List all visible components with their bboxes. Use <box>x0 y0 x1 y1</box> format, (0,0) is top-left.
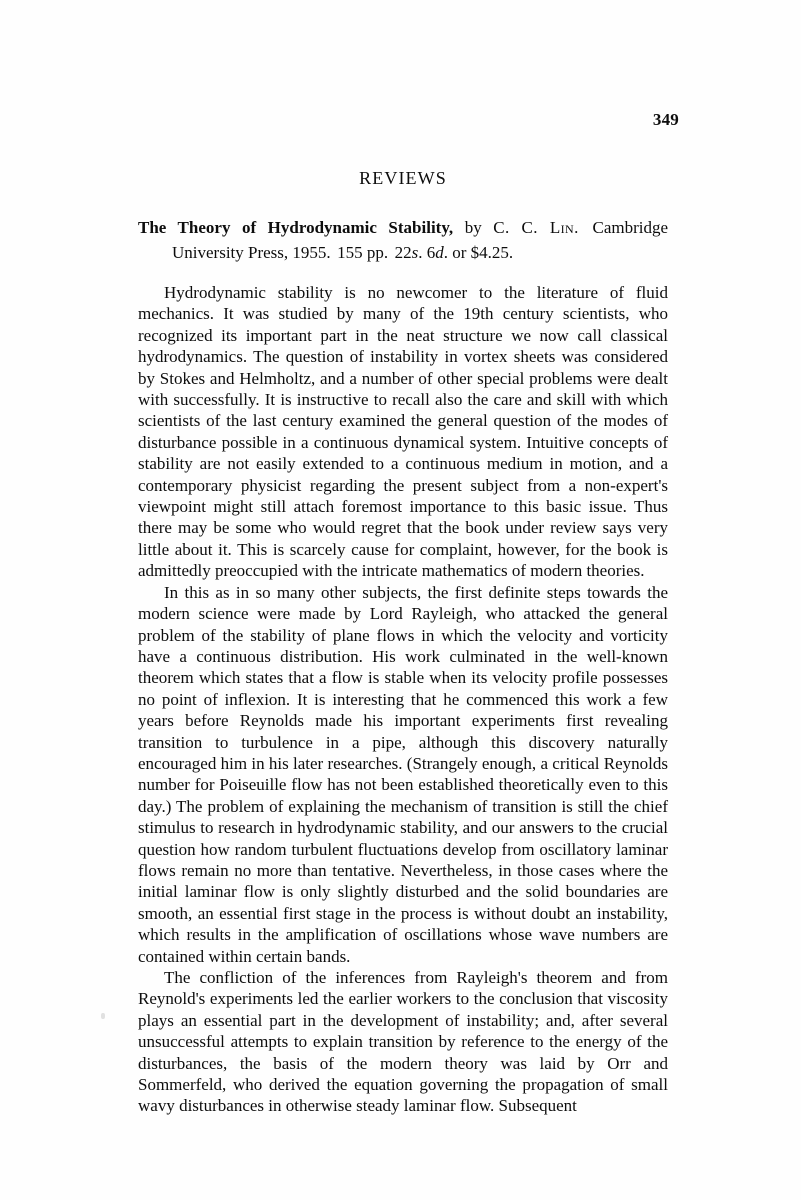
pence-symbol: d <box>435 243 444 262</box>
citation-price-shillings: 22 <box>394 243 412 262</box>
citation-pages: 155 pp. <box>337 243 389 262</box>
citation-price-pence: 6 <box>426 243 436 262</box>
body-paragraph: Hydrodynamic stability is no newcomer to the literature of fluid mechanics. It was studied by many of the 19th century scientists, who recognized its important part in the neat structure we now call classical hydrodynamics. The question of instability in vortex sheets was considered by Stokes and Helmholtz, and a number of other special problems were dealt with successfully. It is instructive to recall also the care and skill with which scientists of the last century examined the general question of the modes of disturbance possible in a continuous dynamical system. Intuitive concepts of stability are not easily extended to a continuous medium in motion, and a contemporary physicist regarding the present subject from a non-expert's viewpoint might still attach foremost importance to this basic issue. Thus there may be some who would regret that the book under review says very little about it. This is scarcely cause for complaint, however, for the book is admittedly preoccupied with the intricate mathematics of modern theories. <box>138 283 668 581</box>
citation-publisher: Cambridge University Press, 1955. <box>172 218 669 262</box>
body-paragraph: In this as in so many other subjects, the first definite steps towards the modern science were made by Lord Rayleigh, who attacked the general problem of the stability of plane flows in which the velocity and vorticity have a continuous distribution. His work culminated in the well-known theorem which states that a flow is stable when its velocity profile possesses no point of inflexion. It is interesting that he commenced this work a few years before Reynolds made his important experiments first revealing transition to turbulence in a pipe, although this discovery naturally encouraged him in his later researches. (Strangely enough, a critical Reynolds number for Poiseuille flow has not been established theoretically even to this day.) The problem of explaining the mechanism of transition is still the chief stimulus to research in hydrodynamic stability, and our answers to the crucial question how random turbulent fluctuations develop from oscillatory laminar flows remain no more than tentative. Nevertheless, in those cases where the initial laminar flow is only slightly disturbed and the solid boundaries are smooth, an essential first stage in the process is without doubt an instability, which results in the amplification of oscillations whose wave numbers are contained within certain bands. <box>138 582 668 966</box>
body-paragraph: The confliction of the inferences from Rayleigh's theorem and from Reynold's experiments led the earlier workers to the conclusion that viscosity plays an essential part in the development of instability; and, after several unsuccessful attempts to explain transition by reference to the energy of the disturbances, the basis of the modern theory was laid by Orr and Sommerfeld, who derived the equation governing the propagation of small wavy disturbances in otherwise steady laminar flow. Subsequent <box>138 968 668 1116</box>
page-number: 349 <box>652 110 679 129</box>
book-author: C. C. Lin. <box>493 218 579 237</box>
citation-price-usd: $4.25. <box>470 243 514 262</box>
book-citation: The Theory of Hydrodynamic Stability, by C. C. Lin. Cambridge University Press, 1955. 155 pp. 22s. 6d. or $4.25. <box>138 218 669 262</box>
scan-artifact-speck <box>101 1013 105 1019</box>
section-heading: REVIEWS <box>359 168 447 188</box>
citation-by-word: by <box>464 218 482 237</box>
text-column <box>138 168 668 1117</box>
book-title: The Theory of Hydrodynamic Stability, <box>138 218 454 237</box>
citation-price-or: or <box>452 243 467 262</box>
shilling-symbol: s <box>411 243 419 262</box>
